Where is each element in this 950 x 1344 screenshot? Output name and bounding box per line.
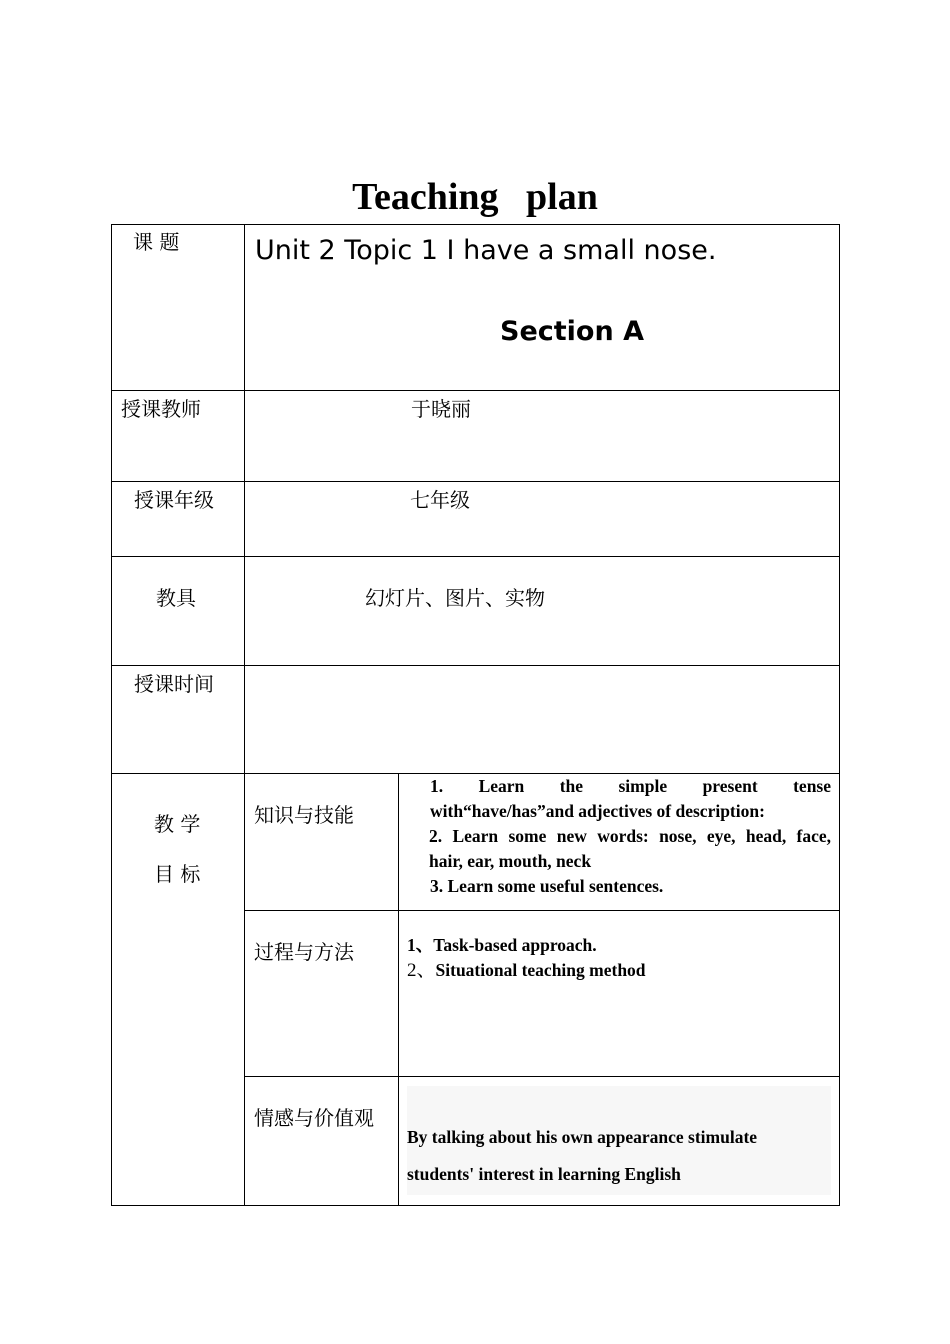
goals-label-line1: 教 学 [154, 812, 201, 836]
teacher-label: 授课教师 [121, 397, 201, 421]
grade-row [112, 482, 840, 557]
grade-value-cell [245, 482, 840, 557]
knowledge-line-1: 1. Learn the simple present tense [430, 776, 832, 796]
tools-value-cell [245, 557, 840, 666]
grade-label-cell [112, 482, 245, 557]
topic-value-cell [245, 225, 840, 391]
teaching-plan-table [111, 224, 840, 1206]
tools-row [112, 557, 840, 666]
emotion-label-cell [245, 1077, 399, 1206]
knowledge-label: 知识与技能 [254, 803, 354, 827]
time-value-cell [245, 666, 840, 774]
teacher-name: 于晓丽 [411, 397, 471, 421]
tools-label: 教具 [156, 586, 196, 610]
topic-label-cell [112, 225, 245, 391]
tools-label-cell [112, 557, 245, 666]
tools-value: 幻灯片、图片、实物 [365, 586, 545, 610]
grade-label: 授课年级 [134, 488, 214, 512]
process-item-2-number: 2、 [407, 960, 436, 981]
time-label-cell [112, 666, 245, 774]
emotion-line-1: By talking about his own appearance stimulate [407, 1127, 758, 1147]
process-label-cell [245, 911, 399, 1077]
process-item-2-text: Situational teaching method [435, 960, 646, 980]
process-item-1-number: 1、 [407, 935, 434, 955]
knowledge-value-cell [399, 774, 840, 911]
page-title: Teaching plan [352, 176, 598, 218]
section-title: Section A [500, 316, 644, 347]
grade-value: 七年级 [410, 488, 470, 512]
teacher-label-cell [112, 391, 245, 482]
time-label: 授课时间 [134, 672, 214, 696]
goals-label-line2: 目 标 [154, 862, 201, 886]
emotion-label: 情感与价值观 [254, 1106, 374, 1130]
process-item-1-text: Task-based approach. [433, 935, 597, 955]
knowledge-line-5: 3. Learn some useful sentences. [430, 876, 664, 896]
knowledge-label-cell [245, 774, 399, 911]
unit-topic-title: Unit 2 Topic 1 I have a small nose. [255, 235, 717, 266]
process-value-cell [399, 911, 840, 1077]
emotion-value-cell [399, 1077, 840, 1206]
knowledge-row [112, 774, 840, 911]
goals-label-cell [112, 774, 245, 1206]
emotion-line-2: students' interest in learning English [407, 1164, 681, 1184]
time-row [112, 666, 840, 774]
teacher-row [112, 391, 840, 482]
knowledge-line-4: hair, ear, mouth, neck [429, 851, 592, 871]
knowledge-line-2: with“have/has”and adjectives of description: [430, 801, 765, 821]
topic-label: 课 题 [133, 230, 180, 254]
process-item-2 [399, 958, 839, 983]
topic-row [112, 225, 840, 391]
knowledge-line-3: 2. Learn some new words: nose, eye, head, face, [429, 826, 832, 846]
process-label: 过程与方法 [254, 940, 354, 964]
teacher-value-cell [245, 391, 840, 482]
process-item-1 [399, 911, 839, 958]
